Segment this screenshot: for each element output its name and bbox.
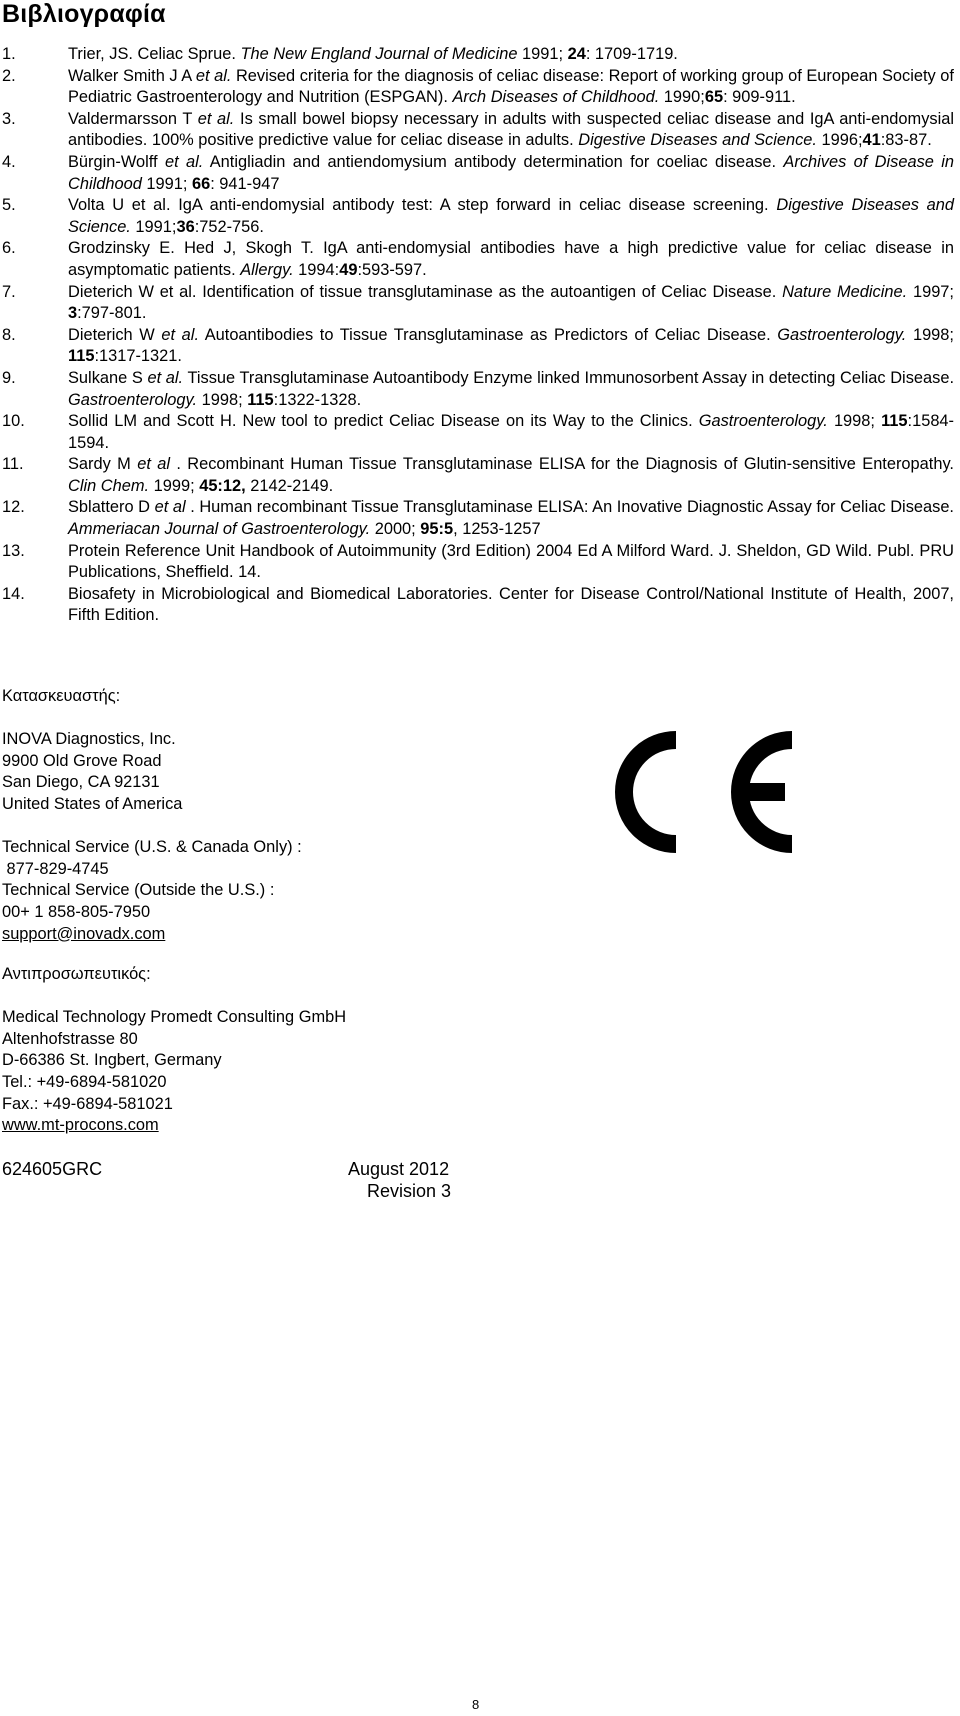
reference-italic-text: The New England Journal of Medicine (240, 45, 518, 63)
revision-date: August 2012 (348, 1159, 450, 1179)
reference-volume: 41 (862, 131, 881, 150)
reference-number: 13. (2, 541, 25, 560)
reference-text: Walker Smith J A (68, 66, 196, 85)
reference-item (2, 497, 954, 540)
reference-volume: 115 (881, 412, 908, 431)
reference-volume: 36 (176, 217, 195, 236)
reference-italic-text: et al. (195, 66, 232, 85)
reference-volume: 45:12, (199, 476, 246, 495)
manufacturer-country: United States of America (2, 794, 183, 813)
reference-number: 11. (2, 455, 24, 474)
reference-item (2, 325, 954, 368)
reference-number: 5. (2, 196, 16, 215)
reference-italic-text: Digestive Diseases and Science. (68, 196, 955, 236)
reference-text: Protein Reference Unit Handbook of Autoimmunity (3rd Edition) 2004 Ed A Milford Ward. J. Sheldon, GD Wild. Publ. PRU Publications, Sheffield. 14. (68, 541, 954, 582)
representative-street: Altenhofstrasse 80 (2, 1029, 138, 1048)
service-us-phone: 877-829-4745 (2, 859, 109, 878)
service-us-label: Technical Service (U.S. & Canada Only) : (2, 838, 302, 857)
reference-italic-text: Ammeriacan Journal of Gastroenterology. (68, 520, 371, 539)
reference-volume: 115 (68, 347, 95, 366)
reference-text: : 941-947 (210, 174, 280, 193)
reference-item (2, 411, 954, 454)
reference-text: 1994: (293, 260, 340, 279)
reference-number: 6. (2, 239, 16, 258)
representative-tel: Tel.: +49-6894-581020 (2, 1072, 167, 1091)
reference-number: 9. (2, 368, 16, 387)
reference-italic-text: et al (137, 455, 170, 474)
ce-mark-icon (606, 722, 802, 862)
reference-volume: 49 (339, 260, 358, 279)
reference-text: :1322-1328. (273, 390, 362, 409)
reference-text: :1317-1321. (94, 347, 182, 366)
reference-item (2, 109, 954, 152)
reference-item (2, 584, 954, 627)
reference-text: Volta U et al. IgA anti-endomysial antibody test: A step forward in celiac disease screening. (68, 196, 777, 215)
reference-text: 1996; (816, 131, 863, 150)
reference-italic-text: Nature Medicine. (782, 282, 908, 301)
reference-text: Antigliadin and antiendomysium antibody determination for coeliac disease. (203, 152, 784, 171)
reference-text: 1991; (517, 45, 568, 63)
reference-text: 1990; (659, 88, 705, 107)
reference-text: Revised criteria for the diagnosis of celiac disease: Report of working group of European Society of Pediatric Gastroenterology and Nutrition (ESPGAN). (68, 66, 954, 107)
reference-volume: 24 (567, 45, 586, 63)
support-email-link[interactable]: support@inovadx.com (2, 924, 166, 943)
reference-text: 1991; (130, 217, 177, 236)
service-intl-phone: 00+ 1 858-805-7950 (2, 902, 151, 921)
reference-italic-text: et al. (161, 325, 199, 344)
reference-text: Biosafety in Microbiological and Biomedical Laboratories. Center for Disease Control/National Institute of Health, 2007, Fifth Edition. (68, 584, 954, 625)
reference-volume: 115 (247, 390, 274, 409)
manufacturer-city: San Diego, CA 92131 (2, 773, 160, 792)
service-intl-label: Technical Service (Outside the U.S.) : (2, 881, 275, 900)
reference-italic-text: Gastroenterology. (698, 412, 828, 431)
reference-italic-text: et al. (147, 368, 184, 387)
reference-item (2, 66, 954, 109)
reference-italic-text: et al. (164, 152, 204, 171)
reference-number: 12. (2, 498, 25, 517)
reference-text: : 1709-1719. (585, 45, 678, 63)
reference-number: 14. (2, 584, 25, 603)
reference-text: 1998; (906, 325, 954, 344)
manufacturer-heading: Κατασκευαστής: (2, 687, 121, 705)
representative-city: D-66386 St. Ingbert, Germany (2, 1051, 222, 1070)
reference-volume: 65 (704, 88, 724, 107)
reference-text: 1991; (141, 174, 192, 193)
reference-item (2, 195, 954, 238)
representative-website-link[interactable]: www.mt-procons.com (2, 1116, 159, 1135)
reference-italic-text: Arch Diseases of Childhood. (452, 88, 660, 107)
reference-item (2, 44, 954, 66)
reference-text: Sardy M (68, 455, 138, 474)
reference-text: Sollid LM and Scott H. New tool to predict Celiac Disease on its Way to the Clinics. (68, 412, 699, 431)
representative-section (2, 964, 346, 1137)
reference-text: :797-801. (77, 304, 147, 323)
reference-number: 4. (2, 152, 16, 171)
reference-text: Grodzinsky E. Hed J, Skogh T. IgA anti-endomysial antibodies have a high predictive value for celiac disease in asymptomatic patients. (68, 239, 954, 279)
revision-number: Revision 3 (367, 1181, 452, 1201)
reference-text: Is small bowel biopsy necessary in adults with suspected celiac disease and IgA anti-endomysial antibodies. 100% positive predictive value for celiac disease in adults. (68, 109, 954, 150)
reference-text: Dieterich W et al. Identification of tissue transglutaminase as the autoantigen of Celiac Disease. (68, 282, 783, 301)
representative-heading: Αντιπροσωπευτικός: (2, 965, 151, 983)
reference-italic-text: Clin Chem. (68, 476, 150, 495)
reference-italic-text: Gastroenterology. (68, 390, 198, 409)
reference-text: :752-756. (194, 217, 264, 236)
reference-text: :593-597. (357, 260, 427, 279)
reference-italic-text: et al. (197, 109, 235, 128)
reference-text: 1997; (907, 282, 954, 301)
representative-name: Medical Technology Promedt Consulting GmbH (2, 1008, 347, 1027)
reference-text: Valdermarsson T (68, 109, 198, 128)
reference-text: Trier, JS. Celiac Sprue. (68, 45, 241, 63)
document-code: 624605GRC (2, 1159, 103, 1179)
manufacturer-name: INOVA Diagnostics, Inc. (2, 730, 176, 749)
reference-item (2, 368, 954, 411)
reference-text: Sulkane S (68, 368, 148, 387)
reference-item (2, 541, 954, 584)
reference-text: Dieterich W (68, 325, 162, 344)
reference-number: 1. (2, 45, 16, 63)
reference-number: 3. (2, 109, 16, 128)
reference-number: 10. (2, 412, 25, 431)
reference-text: 2000; (370, 520, 421, 539)
reference-italic-text: Gastroenterology. (777, 325, 907, 344)
reference-text: Sblattero D (68, 498, 155, 517)
reference-text: :1584-1594. (68, 412, 955, 452)
reference-item (2, 238, 954, 281)
reference-text: Tissue Transglutaminase Autoantibody Enzyme linked Immunosorbent Assay in detecting Celiac Disease. (183, 368, 954, 387)
manufacturer-section (2, 686, 302, 945)
reference-italic-text: Allergy. (240, 260, 294, 279)
manufacturer-street: 9900 Old Grove Road (2, 751, 162, 770)
reference-list (2, 44, 954, 627)
reference-item (2, 454, 954, 497)
reference-number: 2. (2, 66, 16, 85)
reference-text: :83-87. (880, 131, 932, 150)
reference-number: 8. (2, 325, 16, 344)
reference-number: 7. (2, 282, 16, 301)
reference-text: : 909-911. (723, 88, 796, 107)
page-number: 8 (472, 1697, 480, 1712)
reference-text: , 1253-1257 (453, 520, 541, 539)
reference-text: Bürgin-Wolff (68, 152, 165, 171)
reference-text: 2142-2149. (245, 476, 334, 495)
reference-volume: 66 (191, 174, 211, 193)
reference-text: . Human recombinant Tissue Transglutaminase ELISA: An Inovative Diagnostic Assay for Celiac Disease. (185, 498, 954, 517)
reference-item (2, 152, 954, 195)
reference-volume: 3 (68, 304, 78, 323)
reference-text: Autoantibodies to Tissue Transglutaminase as Predictors of Celiac Disease. (199, 325, 778, 344)
representative-fax: Fax.: +49-6894-581021 (2, 1094, 173, 1113)
reference-text: 1998; (197, 390, 248, 409)
reference-italic-text: et al (154, 498, 186, 517)
reference-text: . Recombinant Human Tissue Transglutaminase ELISA for the Diagnosis of Glutin-sensitive Enteropathy. (170, 455, 954, 474)
reference-volume: 95:5 (420, 520, 454, 539)
reference-text: 1998; (827, 412, 882, 431)
page-title: Βιβλιογραφία (2, 0, 166, 28)
reference-text: 1999; (149, 476, 200, 495)
reference-italic-text: Archives of Disease in Childhood (68, 152, 954, 193)
reference-italic-text: Digestive Diseases and Science. (578, 131, 817, 150)
reference-item (2, 282, 954, 325)
